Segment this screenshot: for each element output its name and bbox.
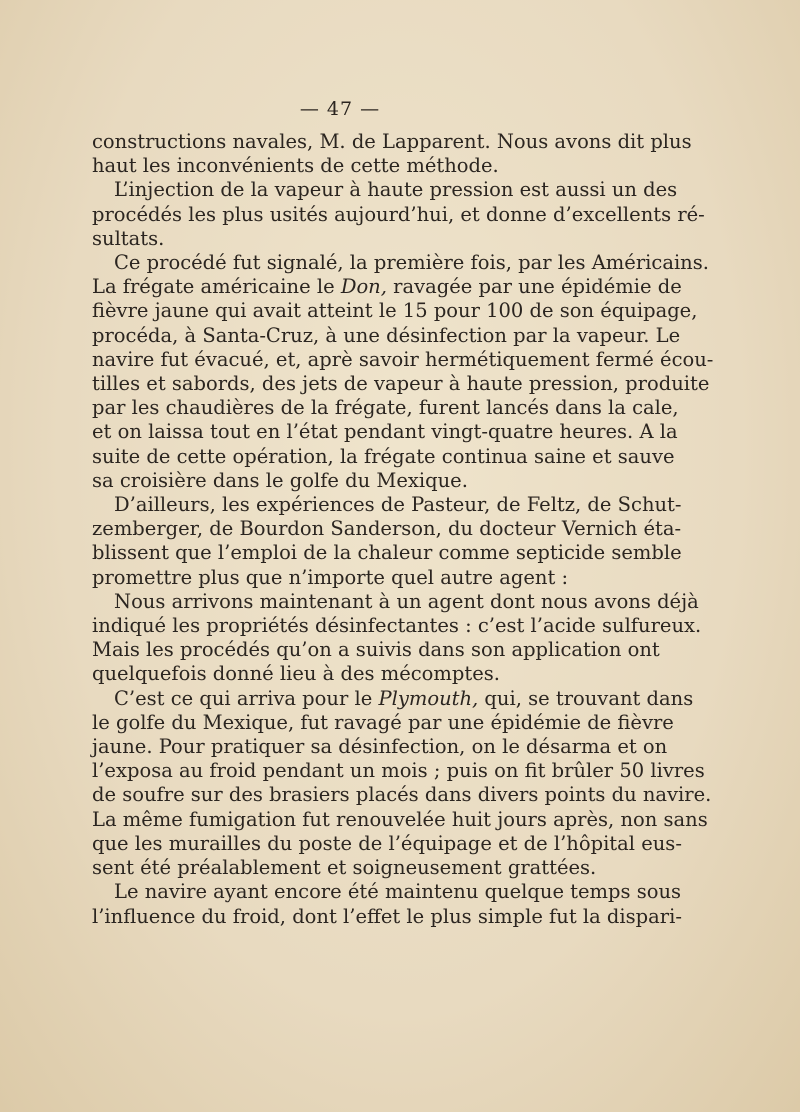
text-line: Mais les procédés qu’on a suivis dans son application ont	[92, 638, 660, 662]
text-line: blissent que l’emploi de la chaleur comme septicide semble	[92, 541, 682, 565]
text-line: Nous arrivons maintenant à un agent dont nous avons déjà	[114, 589, 699, 613]
ship-name-italic: Plymouth,	[378, 686, 479, 710]
text-line: sultats.	[92, 226, 165, 250]
ship-name-italic: Don,	[340, 275, 387, 299]
text-line	[92, 686, 694, 711]
text-line: constructions navales, M. de Lapparent. Nous avons dit plus	[92, 130, 692, 153]
text-segment: C’est ce qui arriva pour le	[114, 686, 379, 710]
text-line: et on laissa tout en l’état pendant vingt-quatre heures. A la	[92, 420, 678, 444]
text-line: quelquefois donné lieu à des mécomptes.	[92, 662, 500, 686]
text-line: l’influence du froid, dont l’effet le plus simple fut la dispari-	[92, 904, 682, 928]
text-line: de soufre sur des brasiers placés dans divers points du navire.	[92, 783, 712, 807]
text-line: par les chaudières de la frégate, furent lancés dans la cale,	[92, 396, 679, 420]
text-line: l’exposa au froid pendant un mois ; puis on fit brûler 50 livres	[92, 759, 705, 783]
text-line: tilles et sabords, des jets de vapeur à haute pression, produite	[92, 372, 710, 396]
text-line: promettre plus que n’importe quel autre agent :	[92, 565, 569, 589]
text-segment: qui, se trouvant dans	[478, 686, 694, 710]
body-text	[92, 130, 714, 929]
text-line: Ce procédé fut signalé, la première fois, par les Américains.	[114, 251, 709, 275]
text-line: jaune. Pour pratiquer sa désinfection, on le désarma et on	[92, 735, 668, 759]
text-line: L’injection de la vapeur à haute pression est aussi un des	[114, 178, 678, 202]
text-line: suite de cette opération, la frégate continua saine et sauve	[92, 444, 675, 468]
text-segment: ravagée par une épidémie de	[386, 275, 682, 299]
text-line: D’ailleurs, les expériences de Pasteur, de Feltz, de Schut-	[114, 493, 682, 517]
text-line: navire fut évacué, et, aprè savoir hermétiquement fermé écou-	[92, 347, 714, 371]
text-line: indiqué les propriétés désinfectantes : c’est l’acide sulfureux.	[92, 614, 702, 638]
text-line: La même fumigation fut renouvelée huit jours après, non sans	[92, 807, 708, 831]
text-line: zemberger, de Bourdon Sanderson, du docteur Vernich éta-	[92, 517, 682, 541]
page-number: — 47 —	[299, 98, 381, 120]
text-line: procédés les plus usités aujourd’hui, et donne d’excellents ré-	[92, 202, 705, 226]
text-line: sa croisière dans le golfe du Mexique.	[92, 468, 468, 492]
text-line	[92, 275, 682, 299]
text-segment: La frégate américaine le	[92, 275, 341, 299]
text-line: sent été préalablement et soigneusement grattées.	[92, 856, 597, 880]
text-line: fièvre jaune qui avait atteint le 15 pour 100 de son équipage,	[92, 299, 698, 323]
text-line: le golfe du Mexique, fut ravagé par une épidémie de fièvre	[92, 710, 674, 734]
text-line: Le navire ayant encore été maintenu quelque temps sous	[114, 880, 682, 904]
text-line: haut les inconvénients de cette méthode.	[92, 154, 499, 178]
text-line: procéda, à Santa-Cruz, à une désinfection par la vapeur. Le	[92, 323, 681, 347]
text-line: que les murailles du poste de l’équipage et de l’hôpital eus-	[92, 831, 682, 855]
